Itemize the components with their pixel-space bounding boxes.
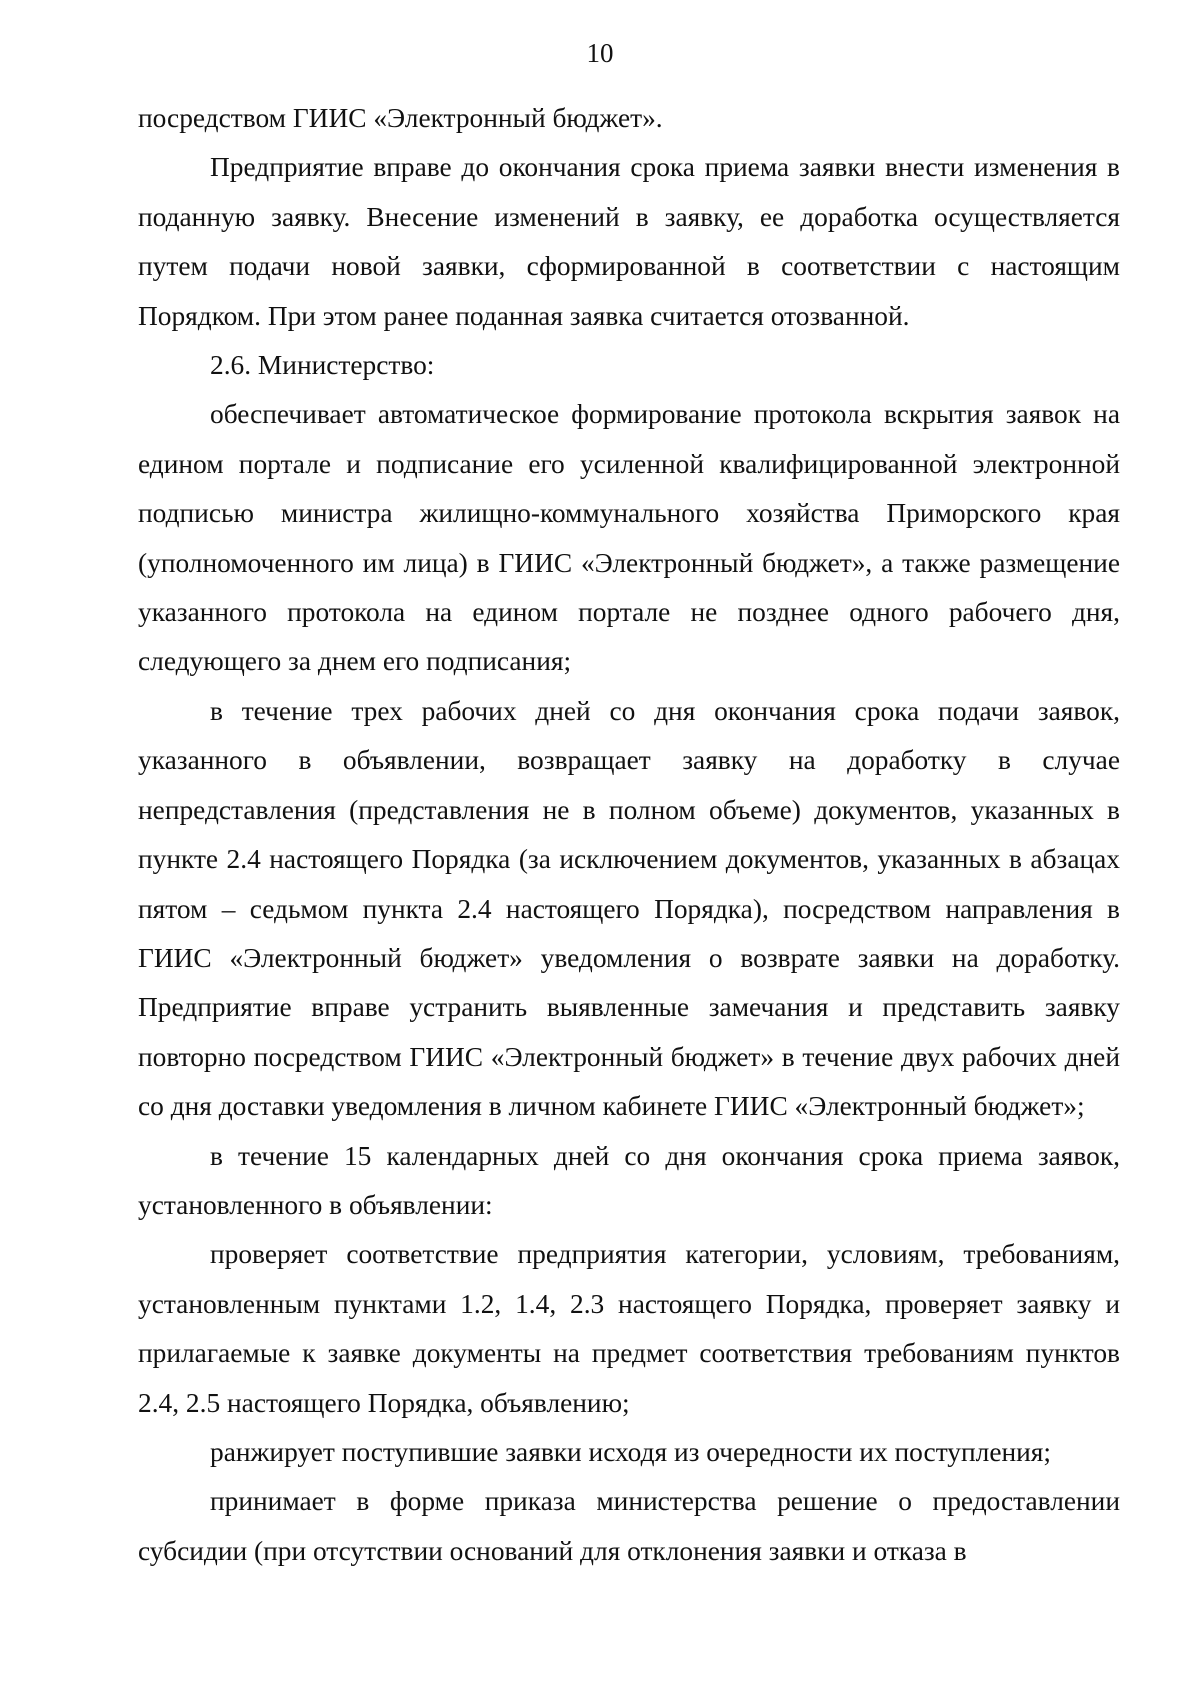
paragraph-checks-compliance: проверяет соответствие предприятия категории, условиям, требованиям, установленным пунктами 1.2, 1.4, 2.3 настоящего Порядка, проверяет заявку и прилагаемые к заявке документы на предмет соответствия требованиям пунктов 2.4, 2.5 настоящего Порядка, объявлению; bbox=[138, 1239, 1120, 1418]
paragraph-protocol-formation: обеспечивает автоматическое формирование протокола вскрытия заявок на едином портале и подписание его усиленной квалифицированной электронной подписью министра жилищно-коммунального хозяйства Приморского края (уполномоченного им лица) в ГИИС «Электронный бюджет», а также размещение указанного протокола на едином портале не позднее одного рабочего дня, следующего за днем его подписания; bbox=[138, 399, 1120, 677]
paragraph-continuation: посредством ГИИС «Электронный бюджет». bbox=[138, 103, 663, 133]
document-body bbox=[138, 94, 1120, 1576]
paragraph-decision-subsidy: принимает в форме приказа министерства решение о предоставлении субсидии (при отсутствии оснований для отклонения заявки и отказа в bbox=[138, 1486, 1120, 1566]
paragraph-ranks-applications: ранжирует поступившие заявки исходя из очередности их поступления; bbox=[210, 1436, 1052, 1467]
paragraph-return-for-revision: в течение трех рабочих дней со дня окончания срока подачи заявок, указанного в объявлении, возвращает заявку на доработку в случае непредставления (представления не в полном объеме) документов, указанных в пункте 2.4 настоящего Порядка (за исключением документов, указанных в абзацах пятом – седьмом пункта 2.4 настоящего Порядка), посредством направления в ГИИС «Электронный бюджет» уведомления о возврате заявки на доработку. Предприятие вправе устранить выявленные замечания и представить заявку повторно посредством ГИИС «Электронный бюджет» в течение двух рабочих дней со дня доставки уведомления в личном кабинете ГИИС «Электронный бюджет»; bbox=[138, 695, 1120, 1122]
page-number: 10 bbox=[586, 38, 614, 68]
paragraph-application-changes: Предприятие вправе до окончания срока приема заявки внести изменения в поданную заявку. Внесение изменений в заявку, ее доработка осуществляется путем подачи новой заявки, сформированной в соответствии с настоящим Порядком. При этом ранее поданная заявка считается отозванной. bbox=[138, 152, 1120, 331]
paragraph-section-2-6-heading: 2.6. Министерство: bbox=[210, 350, 435, 381]
paragraph-15-days: в течение 15 календарных дней со дня окончания срока приема заявок, установленного в объявлении: bbox=[138, 1140, 1120, 1220]
